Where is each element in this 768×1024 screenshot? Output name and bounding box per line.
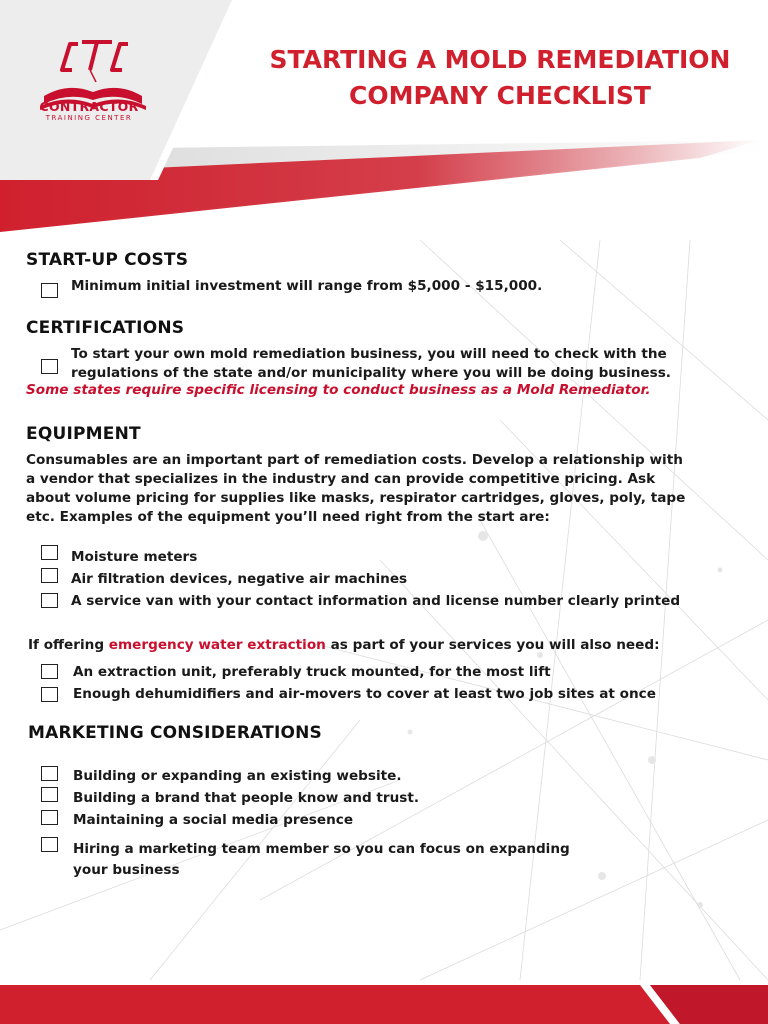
certifications-item-line-2: regulations of the state and/or municipality where you will be doing business. bbox=[71, 365, 671, 381]
marketing-item-3: Maintaining a social media presence bbox=[73, 812, 354, 828]
equipment-checkbox-3[interactable] bbox=[41, 593, 58, 608]
equipment-item-1: Moisture meters bbox=[71, 549, 198, 565]
extraction-item-1: An extraction unit, preferably truck mounted, for the most lift bbox=[73, 664, 551, 680]
startup-item-1: Minimum initial investment will range from $5,000 - $15,000. bbox=[71, 278, 543, 294]
certifications-heading: CERTIFICATIONS bbox=[26, 318, 185, 338]
extraction-suffix: as part of your services you will also need: bbox=[325, 637, 660, 653]
marketing-item-2: Building a brand that people know and trust. bbox=[73, 790, 420, 806]
certifications-item-line-1: To start your own mold remediation business, you will need to check with the bbox=[71, 346, 667, 362]
marketing-heading: MARKETING CONSIDERATIONS bbox=[28, 723, 322, 743]
equipment-checkbox-1[interactable] bbox=[41, 545, 58, 560]
marketing-checkbox-3[interactable] bbox=[41, 810, 58, 825]
logo-line-1: CONTRACTOR bbox=[39, 99, 139, 114]
extraction-intro bbox=[28, 635, 660, 655]
extraction-highlight: emergency water extraction bbox=[108, 637, 326, 653]
certifications-note: Some states require specific licensing to conduct business as a Mold Remediator. bbox=[26, 382, 651, 398]
marketing-checkbox-4[interactable] bbox=[41, 837, 58, 852]
extraction-checkbox-1[interactable] bbox=[41, 664, 58, 679]
equipment-intro bbox=[26, 451, 756, 527]
equipment-intro-line-4: etc. Examples of the equipment you’ll need right from the start are: bbox=[26, 509, 550, 525]
logo-line-2: TRAINING CENTER bbox=[45, 114, 133, 122]
equipment-checkbox-2[interactable] bbox=[41, 568, 58, 583]
equipment-item-2: Air filtration devices, negative air machines bbox=[71, 571, 408, 587]
extraction-item-2: Enough dehumidifiers and air-movers to cover at least two job sites at once bbox=[73, 686, 656, 702]
extraction-checkbox-2[interactable] bbox=[41, 687, 58, 702]
equipment-item-3: A service van with your contact information and license number clearly printed bbox=[71, 593, 681, 609]
equipment-intro-line-1: Consumables are an important part of remediation costs. Develop a relationship with bbox=[26, 452, 683, 468]
title-line-2: COMPANY CHECKLIST bbox=[349, 81, 651, 110]
marketing-item-1: Building or expanding an existing website. bbox=[73, 768, 402, 784]
certifications-checkbox-1[interactable] bbox=[41, 359, 58, 374]
extraction-prefix: If offering bbox=[28, 637, 109, 653]
startup-heading: START-UP COSTS bbox=[26, 250, 189, 270]
equipment-intro-line-2: a vendor that specializes in the industry and can provide competitive pricing. Ask bbox=[26, 471, 656, 487]
marketing-checkbox-2[interactable] bbox=[41, 787, 58, 802]
marketing-checkbox-1[interactable] bbox=[41, 766, 58, 781]
equipment-intro-line-3: about volume pricing for supplies like masks, respirator cartridges, gloves, poly, tape bbox=[26, 490, 686, 506]
equipment-heading: EQUIPMENT bbox=[26, 424, 141, 444]
marketing-item-4-line-1: Hiring a marketing team member so you can focus on expanding bbox=[73, 841, 570, 857]
marketing-item-4-line-2: your business bbox=[73, 862, 180, 878]
title-line-1: STARTING A MOLD REMEDIATION bbox=[269, 45, 731, 74]
startup-checkbox-1[interactable] bbox=[41, 283, 58, 298]
